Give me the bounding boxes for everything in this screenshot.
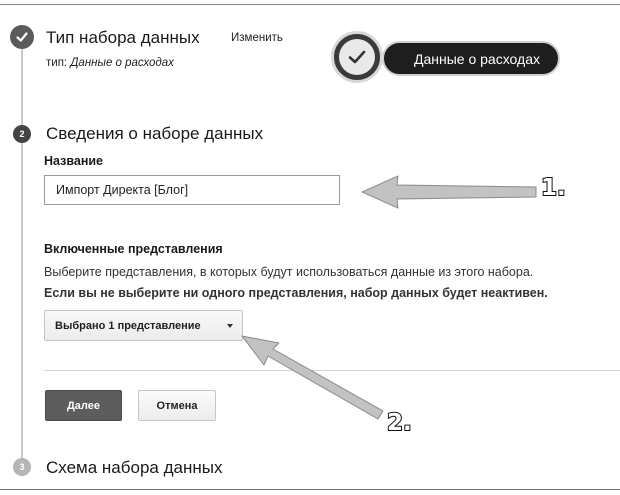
views-label: Включенные представления — [44, 242, 223, 256]
change-link[interactable]: Изменить — [231, 32, 283, 44]
dataset-type-value: Данные о расходах — [70, 57, 174, 69]
views-warning: Если вы не выберите ни одного представления, набор данных будет неактивен. — [44, 286, 548, 300]
callout-label: Данные о расходах — [414, 50, 540, 67]
step-2-badge: 2 — [13, 125, 31, 143]
step-3-title: Схема набора данных — [46, 458, 223, 477]
arrow-icon — [362, 176, 536, 208]
step-2-title: Сведения о наборе данных — [46, 124, 264, 143]
annotation-2: 2. — [387, 410, 412, 436]
views-select-value: Выбрано 1 представление — [55, 319, 201, 332]
cancel-button[interactable]: Отмена — [138, 390, 216, 421]
views-description: Выберите представления, в которых будут использоваться данные из этого набора. — [44, 265, 534, 279]
arrow-icon — [242, 336, 383, 419]
next-button[interactable]: Далее — [45, 390, 122, 421]
step-3-badge: 3 — [13, 458, 31, 476]
dataset-type-prefix: тип: — [46, 57, 68, 69]
annotation-1: 1. — [541, 175, 566, 201]
step-1-title: Тип набора данных — [46, 28, 200, 47]
name-label: Название — [44, 154, 104, 168]
